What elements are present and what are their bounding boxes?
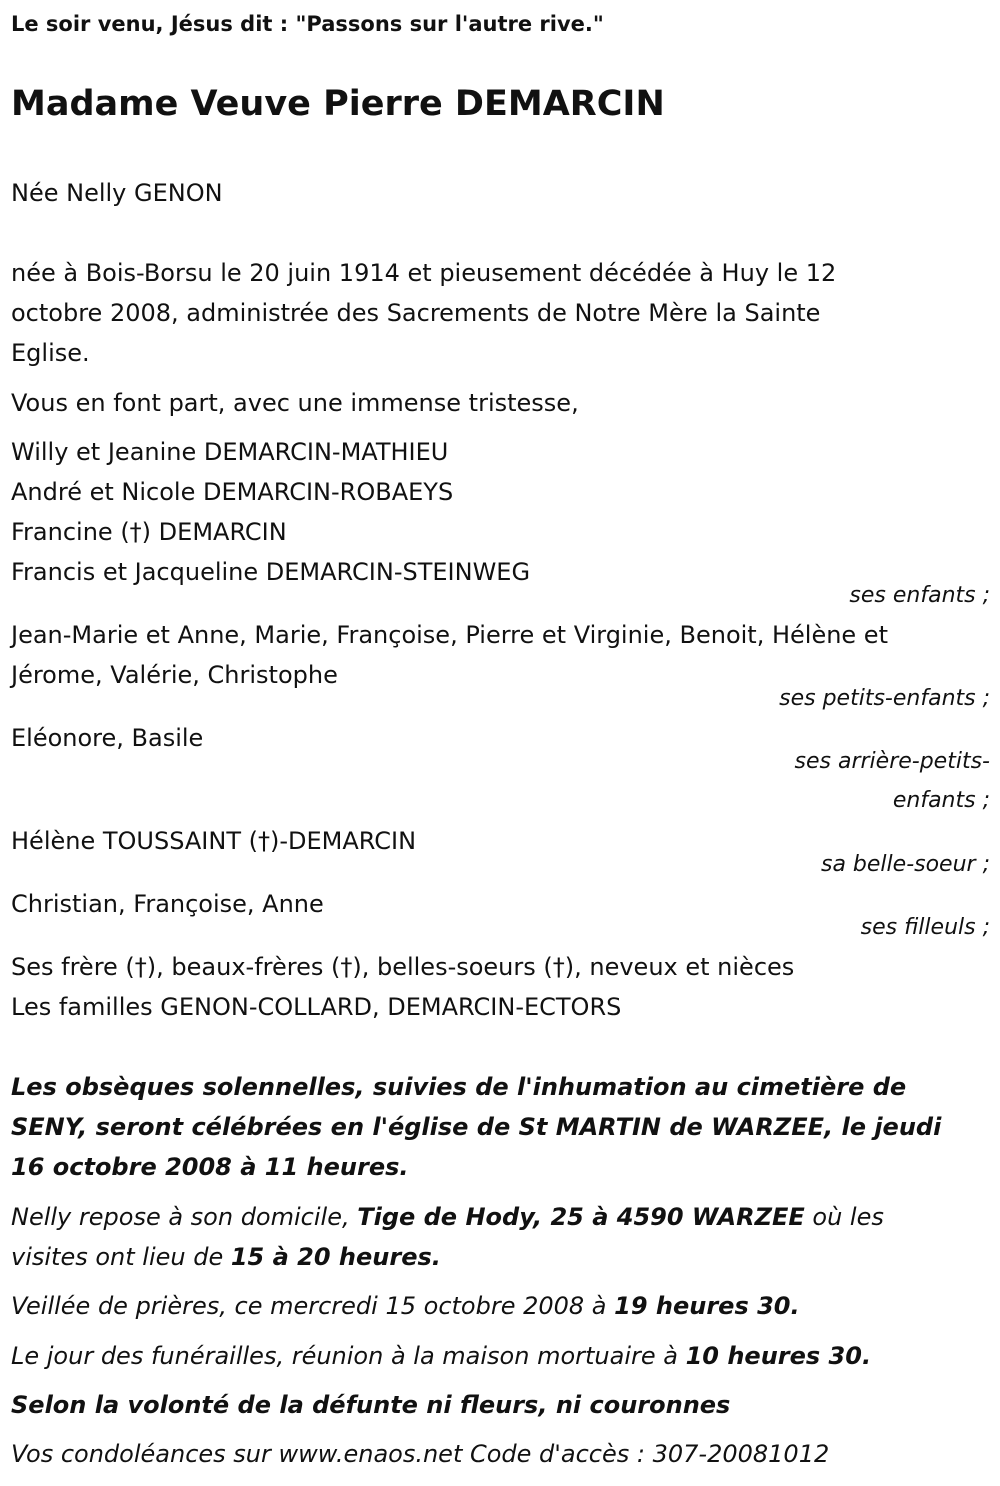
child-name: Francine (†) DEMARCIN (11, 518, 287, 546)
child-name: André et Nicole DEMARCIN-ROBAEYS (11, 478, 454, 506)
visit-text: Nelly repose à son domicile, (11, 1203, 358, 1231)
condolences-line: Vos condoléances sur www.enaos.net Code d'accès : 307-20081012 (11, 1440, 830, 1468)
visit-text: où les (804, 1203, 884, 1231)
funeral-line-2: SENY, seront célébrées en l'église de St MARTIN de WARZEE, le jeudi (11, 1113, 942, 1141)
birth-line-1: née à Bois-Borsu le 20 juin 1914 et pieusement décédée à Huy le 12 (11, 259, 837, 287)
page-title: Madame Veuve Pierre DEMARCIN (11, 84, 665, 124)
grandchildren-label: ses petits-enfants ; (779, 686, 990, 711)
child-name: Francis et Jacqueline DEMARCIN-STEINWEG (11, 558, 531, 586)
funeral-line-3: 16 octobre 2008 à 11 heures. (11, 1153, 409, 1181)
great-grandchildren-label-1: ses arrière-petits- (794, 749, 990, 774)
visit-address: Tige de Hody, 25 à 4590 WARZEE (357, 1203, 805, 1231)
bible-quote: Le soir venu, Jésus dit : "Passons sur l'autre rive." (11, 12, 604, 36)
godchildren-names: Christian, Françoise, Anne (11, 890, 324, 918)
vigil-text: Veillée de prières, ce mercredi 15 octobre 2008 à (11, 1292, 615, 1320)
families-line: Les familles GENON-COLLARD, DEMARCIN-ECTORS (11, 993, 622, 1021)
sister-in-law-name: Hélène TOUSSAINT (†)-DEMARCIN (11, 827, 417, 855)
sister-in-law-label: sa belle-soeur ; (821, 852, 990, 877)
meeting-line (11, 1342, 871, 1370)
great-grandchildren-names: Eléonore, Basile (11, 724, 204, 752)
visit-hours: 15 à 20 heures. (230, 1243, 441, 1271)
child-name: Willy et Jeanine DEMARCIN-MATHIEU (11, 438, 449, 466)
meeting-text: Le jour des funérailles, réunion à la maison mortuaire à (11, 1342, 686, 1370)
visit-line-1 (11, 1203, 884, 1231)
visit-line-2 (11, 1243, 441, 1271)
godchildren-label: ses filleuls ; (860, 915, 990, 940)
relatives-line: Ses frère (†), beaux-frères (†), belles-soeurs (†), neveux et nièces (11, 953, 795, 981)
meeting-time: 10 heures 30. (685, 1342, 872, 1370)
vigil-line (11, 1292, 800, 1320)
children-label: ses enfants ; (849, 583, 990, 608)
grandchildren-line-1: Jean-Marie et Anne, Marie, Françoise, Pierre et Virginie, Benoit, Hélène et (11, 621, 888, 649)
visit-text: visites ont lieu de (11, 1243, 231, 1271)
birth-line-3: Eglise. (11, 339, 90, 367)
announcement: Vous en font part, avec une immense tristesse, (11, 389, 579, 417)
grandchildren-line-2: Jérome, Valérie, Christophe (11, 661, 338, 689)
flowers-notice: Selon la volonté de la défunte ni fleurs, ni couronnes (11, 1391, 731, 1419)
great-grandchildren-label-2: enfants ; (892, 788, 990, 813)
funeral-line-1: Les obsèques solennelles, suivies de l'inhumation au cimetière de (11, 1073, 907, 1101)
vigil-time: 19 heures 30. (614, 1292, 800, 1320)
maiden-name: Née Nelly GENON (11, 179, 223, 207)
birth-line-2: octobre 2008, administrée des Sacrements de Notre Mère la Sainte (11, 299, 821, 327)
